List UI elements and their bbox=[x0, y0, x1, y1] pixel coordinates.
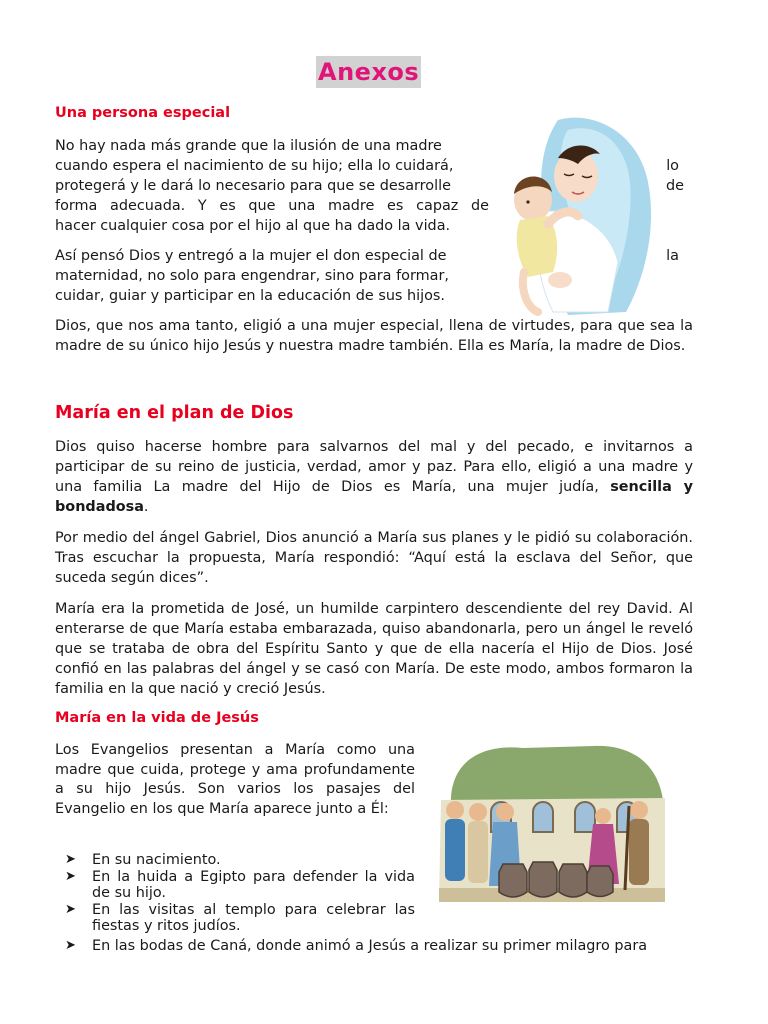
text-word: lo bbox=[666, 158, 679, 174]
arrowhead-bullet-icon: ➤ bbox=[65, 852, 76, 867]
paragraph-angel-gabriel: Por medio del ángel Gabriel, Dios anunció a María sus planes y le pidió su colaboración. Tras escuchar la propuesta, María respondió: “Aquí está la esclava del Señor, que suceda según dices”. bbox=[55, 530, 693, 586]
list-item-text: En las bodas de Caná, donde animó a Jesús a realizar su primer milagro para bbox=[92, 938, 648, 954]
section-heading-persona-especial: Una persona especial bbox=[55, 105, 231, 121]
paragraph-maria-elegida: Dios, que nos ama tanto, eligió a una mujer especial, llena de virtudes, para que sea la madre de su único hijo Jesús y nuestra madre también. Ella es María, la madre de Dios. bbox=[55, 318, 693, 354]
arrowhead-bullet-icon: ➤ bbox=[65, 901, 76, 917]
text-word: de bbox=[666, 178, 684, 194]
list-item bbox=[55, 869, 415, 902]
text-run: . bbox=[143, 499, 149, 515]
bold-text: sencilla y bondadosa bbox=[55, 479, 693, 515]
text-line: protegerá y le dará lo necesario para que se desarrolle bbox=[55, 178, 451, 194]
list-item-text: En la huida a Egipto para defender la vida de su hijo. bbox=[92, 868, 415, 901]
text-line: Así pensó Dios y entregó a la mujer el don especial de bbox=[55, 248, 447, 264]
page-title: Anexos bbox=[318, 58, 420, 86]
text-run: Dios quiso hacerse hombre para salvarnos del mal y del pecado, e invitarnos a participar de su reino de justicia, verdad, amor y paz. Para ello, eligió a una madre y una familia La madre del Hijo de Dios es María, una mujer judía, bbox=[55, 439, 693, 495]
list-item bbox=[55, 902, 415, 935]
text-line: hacer cualquier cosa por el hijo al que ha dado la vida. bbox=[55, 218, 451, 234]
text-line: cuando espera el nacimiento de su hijo; ella lo cuidará, bbox=[55, 158, 454, 174]
paragraph-prometida-jose: María era la prometida de José, un humilde carpintero descendiente del rey David. Al enterarse de que María estaba embarazada, quiso abandonarla, pero un ángel le reveló que se trataba de obra del Espíritu Santo y que de ella nacería el Hijo de Dios. José confió en las palabras del ángel y se casó con María. De este modo, ambos formaron la familia en la que nació y creció Jesús. bbox=[55, 601, 693, 697]
list-item-text: En su nacimiento. bbox=[92, 852, 221, 868]
text-line: No hay nada más grande que la ilusión de una madre bbox=[55, 138, 442, 154]
cana-wedding-illustration bbox=[433, 740, 670, 906]
bullet-list bbox=[55, 852, 415, 935]
section-heading-vida-de-jesus: María en la vida de Jesús bbox=[55, 710, 259, 726]
list-item bbox=[55, 938, 697, 955]
text-line: maternidad, no solo para engendrar, sino para formar, bbox=[55, 268, 449, 284]
list-item-text: En las visitas al templo para celebrar las fiestas y ritos judíos. bbox=[92, 901, 415, 934]
arrowhead-bullet-icon: ➤ bbox=[65, 868, 76, 884]
section-heading-plan-de-dios: María en el plan de Dios bbox=[55, 403, 294, 423]
paragraph-dios-quiso bbox=[55, 437, 693, 517]
list-item bbox=[55, 852, 415, 869]
text-line: cuidar, guiar y participar en la educación de sus hijos. bbox=[55, 288, 446, 304]
mother-child-illustration bbox=[498, 112, 656, 317]
text-word: la bbox=[666, 248, 679, 264]
paragraph-evangelios: Los Evangelios presentan a María como una madre que cuida, protege y ama profundamente a su hijo Jesús. Son varios los pasajes del Evangelio en los que María aparece junto a Él: bbox=[55, 742, 415, 817]
arrowhead-bullet-icon: ➤ bbox=[65, 938, 76, 953]
text-line: forma adecuada. Y es que una madre es capaz de bbox=[55, 198, 489, 214]
